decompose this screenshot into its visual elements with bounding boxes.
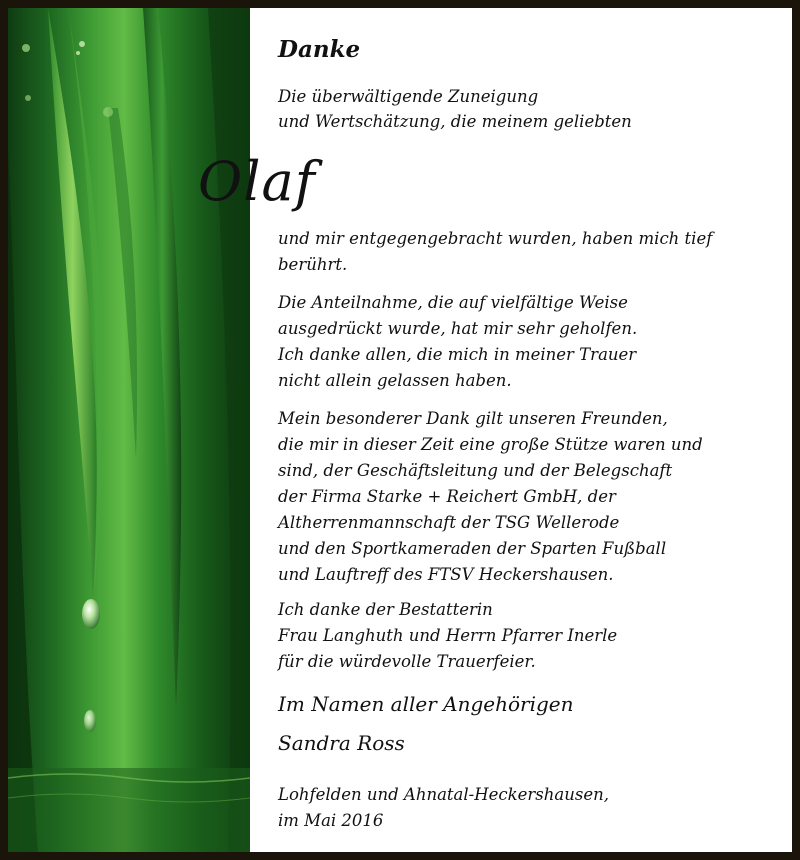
signature-name: Sandra Ross [278, 731, 405, 755]
place-date-line-1: Lohfelden und Ahnatal-Heckershausen, [278, 785, 609, 804]
paragraph1-line-2: berührt. [278, 255, 348, 274]
paragraph4-line-1: Ich danke der Bestatterin [278, 600, 493, 619]
intro-line-2: und Wertschätzung, die meinem geliebten [278, 112, 632, 131]
paragraph2-line-4: nicht allein gelassen haben. [278, 371, 512, 390]
name-heading: Olaf [198, 150, 316, 213]
grass-illustration [8, 8, 250, 852]
paragraph4-line-3: für die würdevolle Trauerfeier. [278, 652, 536, 671]
grass-blade-water-drop-image [8, 8, 250, 852]
paragraph3-line-1: Mein besonderer Dank gilt unseren Freunden, [278, 409, 668, 428]
paragraph2-line-2: ausgedrückt wurde, hat mir sehr geholfen. [278, 319, 638, 338]
water-drop [82, 599, 100, 629]
intro-line-1: Die überwältigende Zuneigung [278, 87, 539, 106]
paragraph3-line-3: sind, der Geschäftsleitung und der Belegschaft [278, 461, 673, 480]
signature-line: Im Namen aller Angehörigen [278, 692, 574, 716]
heading: Danke [278, 36, 361, 63]
paragraph3-line-7: und Lauftreff des FTSV Heckershausen. [278, 565, 614, 584]
paragraph3-line-6: und den Sportkameraden der Sparten Fußball [278, 539, 667, 558]
paragraph1-line-1: und mir entgegengebracht wurden, haben mich tief [278, 229, 713, 248]
paragraph3-line-5: Altherrenmannschaft der TSG Wellerode [278, 513, 620, 532]
paragraph2-line-3: Ich danke allen, die mich in meiner Trauer [278, 345, 637, 364]
place-date-line-2: im Mai 2016 [278, 811, 384, 830]
paragraph2-line-1: Die Anteilnahme, die auf vielfältige Weise [278, 293, 628, 312]
paragraph3-line-4: der Firma Starke + Reichert GmbH, der [278, 487, 616, 506]
paragraph4-line-2: Frau Langhuth und Herrn Pfarrer Inerle [278, 626, 618, 645]
text-panel [198, 8, 792, 852]
paragraph3-line-2: die mir in dieser Zeit eine große Stütze waren und [278, 435, 703, 454]
